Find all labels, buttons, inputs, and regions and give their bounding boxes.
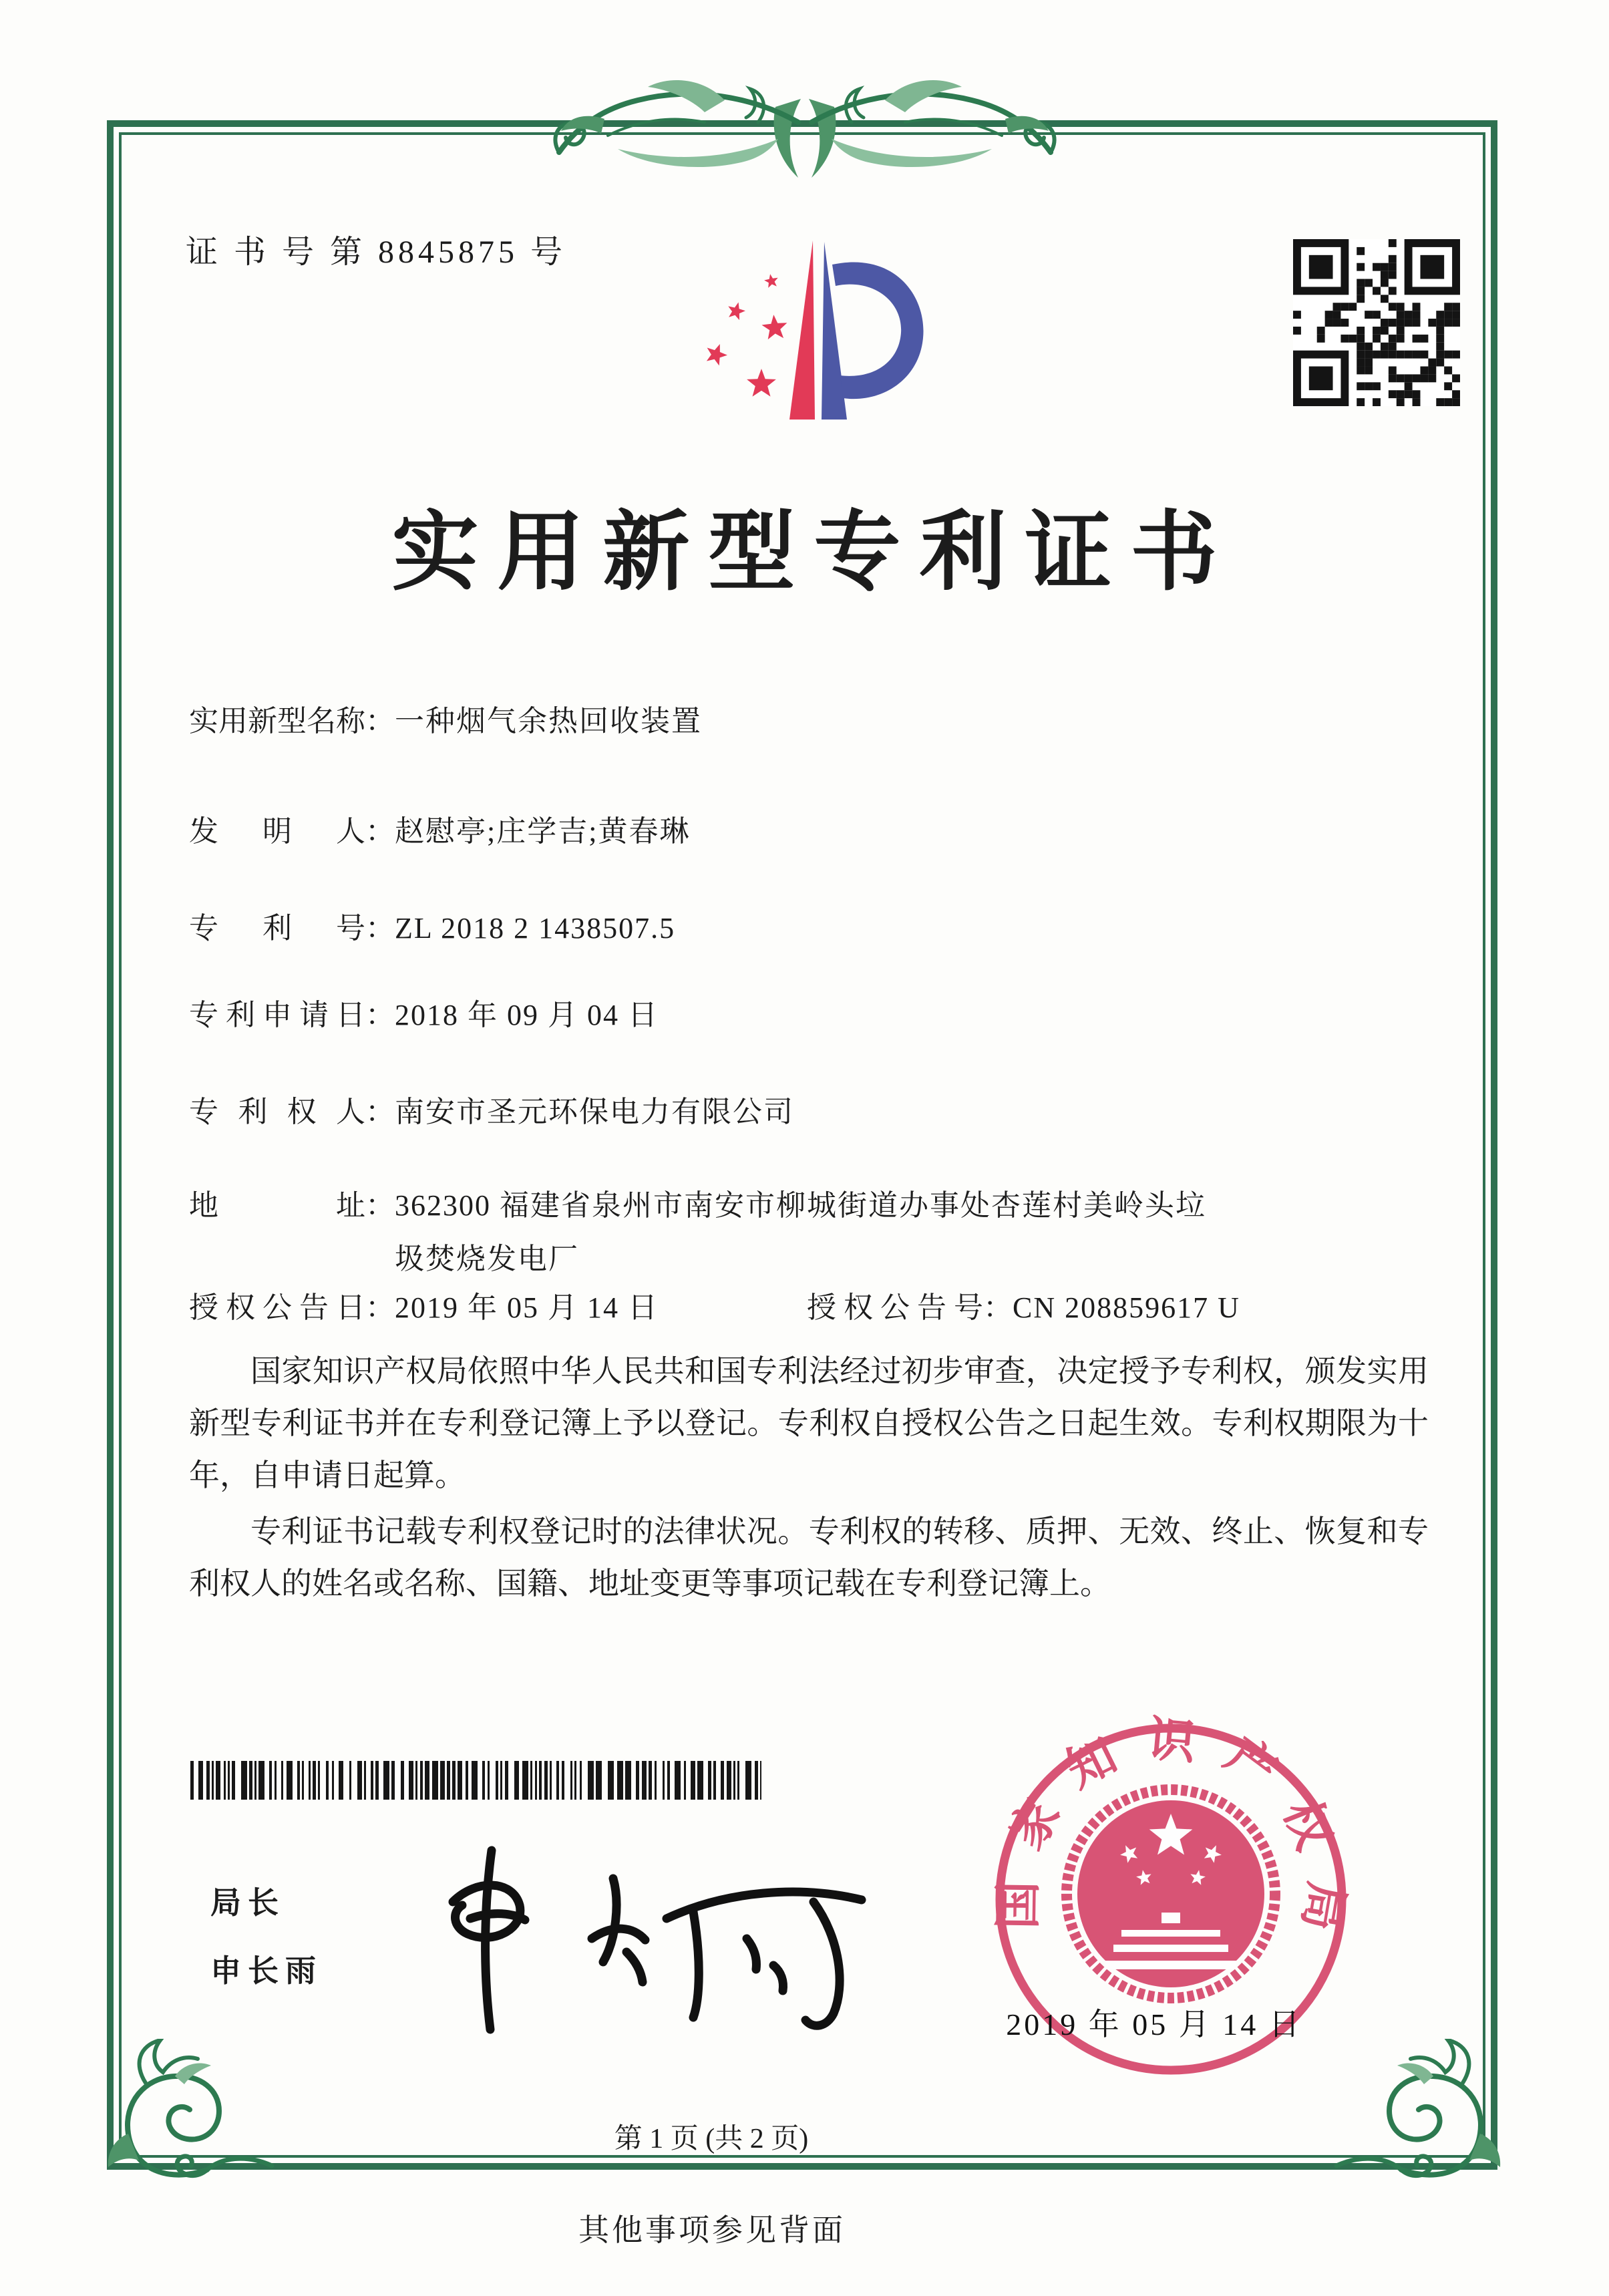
qr-code-icon bbox=[1293, 239, 1460, 406]
field-label: 实用新型名称 bbox=[189, 705, 365, 737]
field-colon: ： bbox=[365, 1189, 395, 1222]
field-row-address bbox=[189, 1179, 1230, 1286]
field-colon: ： bbox=[365, 912, 395, 945]
barcode-icon bbox=[190, 1761, 761, 1800]
field-colon: ： bbox=[365, 1096, 395, 1128]
field-row-patent-number bbox=[189, 902, 675, 955]
seal-date: 2019 年 05 月 14 日 bbox=[1006, 2007, 1302, 2041]
document-title: 实用新型专利证书 bbox=[391, 505, 1236, 601]
field-label: 地址 bbox=[189, 1189, 365, 1222]
field-value: 赵慰亭;庄学吉;黄春琳 bbox=[395, 815, 691, 848]
field-label: 授权公告日 bbox=[189, 1291, 365, 1324]
field-row-inventors bbox=[189, 805, 690, 858]
field-value: 2018 年 09 月 04 日 bbox=[395, 999, 659, 1031]
field-value: 一种烟气余热回收装置 bbox=[395, 705, 702, 737]
director-name: 申长雨 bbox=[210, 1953, 323, 1988]
legal-paragraph-1: 国家知识产权局依照中华人民共和国专利法经过初步审查，决定授予专利权，颁发实用新型专利证书并在专利登记簿上予以登记。专利权自授权公告之日起生效。专利权期限为十年，自申请日起算。 bbox=[189, 1354, 1429, 1492]
field-colon: ： bbox=[983, 1291, 1013, 1324]
field-label: 专利申请日 bbox=[189, 999, 365, 1031]
certificate-number: 证 书 号 第 8845875 号 bbox=[186, 234, 567, 270]
field-colon: ： bbox=[365, 815, 395, 848]
field-row-patentee bbox=[189, 1086, 794, 1139]
field-colon: ： bbox=[365, 1291, 395, 1324]
field-colon: ： bbox=[365, 999, 395, 1031]
page-indicator: 第 1 页 (共 2 页) bbox=[614, 2124, 809, 2154]
legal-paragraph-2: 专利证书记载专利权登记时的法律状况。专利权的转移、质押、无效、终止、恢复和专利权人的姓名或名称、国籍、地址变更等事项记载在专利登记簿上。 bbox=[189, 1514, 1429, 1601]
cnipa-logo-icon bbox=[701, 226, 928, 426]
field-value: 2019 年 05 月 14 日 bbox=[395, 1291, 659, 1324]
director-title-label: 局长 bbox=[210, 1885, 285, 1920]
field-row-filing-date bbox=[189, 989, 659, 1042]
field-value: 南安市圣元环保电力有限公司 bbox=[395, 1096, 794, 1128]
field-label: 授权公告号 bbox=[807, 1291, 983, 1324]
field-grant-number bbox=[807, 1281, 1240, 1335]
field-colon: ： bbox=[365, 705, 395, 737]
seal-text: 国家知识产权局 bbox=[991, 1712, 1354, 1961]
field-label: 专利权人 bbox=[189, 1096, 365, 1128]
director-signature-icon bbox=[413, 1838, 894, 2039]
field-label: 发明人 bbox=[189, 815, 365, 848]
field-value: 362300 福建省泉州市南安市柳城街道办事处杏莲村美岭头垃圾焚烧发电厂 bbox=[395, 1189, 1206, 1275]
field-row-name bbox=[189, 695, 702, 748]
field-value: CN 208859617 U bbox=[1013, 1291, 1240, 1324]
legal-text bbox=[189, 1345, 1429, 1614]
field-label: 专利号 bbox=[189, 912, 365, 945]
field-value: ZL 2018 2 1438507.5 bbox=[395, 912, 676, 945]
field-row-grant bbox=[189, 1281, 1240, 1335]
back-note: 其他事项参见背面 bbox=[578, 2213, 846, 2247]
